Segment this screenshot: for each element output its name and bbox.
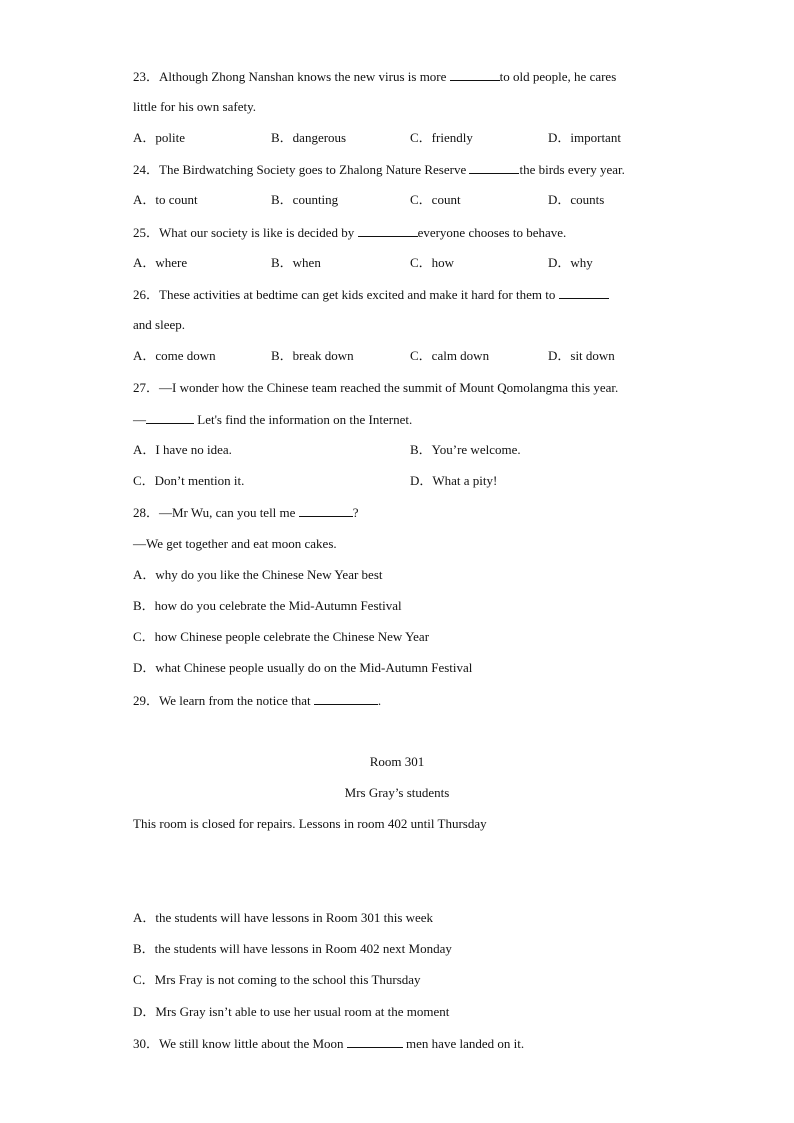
- question-text: to old people, he cares: [499, 69, 617, 84]
- question-28-stem: [133, 504, 358, 521]
- option-d[interactable]: D．Mrs Gray isn’t able to use her usual room at the moment: [133, 1004, 450, 1019]
- question-text: the birds every year.: [519, 162, 625, 177]
- answer-blank: [358, 224, 418, 237]
- option-a[interactable]: A．I have no idea.: [133, 442, 232, 457]
- question-text: 28．—Mr Wu, can you tell me: [133, 505, 299, 520]
- question-text: 26．These activities at bedtime can get kids excited and make it hard for them to: [133, 287, 559, 302]
- answer-blank: [314, 692, 378, 705]
- notice-body: This room is closed for repairs. Lessons in room 402 until Thursday: [133, 816, 487, 831]
- question-text: men have landed on it.: [402, 1036, 525, 1051]
- option-d[interactable]: D．What a pity!: [410, 473, 498, 488]
- answer-blank: [469, 161, 519, 174]
- notice-title: Room 301: [369, 754, 425, 769]
- question-text: .: [377, 693, 382, 708]
- question-text: —: [133, 412, 146, 427]
- option-d[interactable]: D．why: [548, 255, 593, 270]
- question-25-stem: [133, 224, 566, 241]
- question-text: ?: [352, 505, 359, 520]
- question-text: 25．What our society is like is decided by: [133, 225, 358, 240]
- option-c[interactable]: C．Mrs Fray is not coming to the school this Thursday: [133, 972, 421, 987]
- question-27-stem: 27．—I wonder how the Chinese team reached the summit of Mount Qomolangma this year.: [133, 380, 619, 395]
- option-a[interactable]: A．where: [133, 255, 188, 270]
- option-b[interactable]: B．counting: [271, 192, 339, 207]
- option-d[interactable]: D．what Chinese people usually do on the Mid-Autumn Festival: [133, 660, 473, 675]
- answer-blank: [559, 286, 609, 299]
- option-b[interactable]: B．break down: [271, 348, 354, 363]
- option-b[interactable]: B．how do you celebrate the Mid-Autumn Festival: [133, 598, 402, 613]
- option-a[interactable]: A．the students will have lessons in Room 301 this week: [133, 910, 434, 925]
- option-a[interactable]: A．to count: [133, 192, 198, 207]
- question-text: Let's find the information on the Internet.: [194, 412, 413, 427]
- question-text: 24．The Birdwatching Society goes to Zhalong Nature Reserve: [133, 162, 470, 177]
- question-text: everyone chooses to behave.: [417, 225, 567, 240]
- option-d[interactable]: D．counts: [548, 192, 605, 207]
- option-d[interactable]: D．important: [548, 130, 621, 145]
- question-26-stem-cont: and sleep.: [133, 317, 185, 332]
- option-a[interactable]: A．why do you like the Chinese New Year best: [133, 567, 383, 582]
- option-d[interactable]: D．sit down: [548, 348, 615, 363]
- notice-subtitle: Mrs Gray’s students: [344, 785, 450, 800]
- option-c[interactable]: C．friendly: [410, 130, 473, 145]
- option-b[interactable]: B．the students will have lessons in Room 402 next Monday: [133, 941, 452, 956]
- answer-blank: [450, 68, 500, 81]
- question-28-reply: —We get together and eat moon cakes.: [133, 536, 337, 551]
- question-23-stem-cont: little for his own safety.: [133, 99, 256, 114]
- answer-blank: [299, 504, 353, 517]
- question-30-stem: [133, 1035, 524, 1052]
- option-c[interactable]: C．Don’t mention it.: [133, 473, 245, 488]
- option-c[interactable]: C．how: [410, 255, 455, 270]
- option-a[interactable]: A．polite: [133, 130, 185, 145]
- question-text: 30．We still know little about the Moon: [133, 1036, 347, 1051]
- question-23-stem: [133, 68, 616, 85]
- option-c[interactable]: C．calm down: [410, 348, 490, 363]
- question-text: 29．We learn from the notice that: [133, 693, 314, 708]
- question-text: 23．Although Zhong Nanshan knows the new virus is more: [133, 69, 450, 84]
- option-c[interactable]: C．how Chinese people celebrate the Chinese New Year: [133, 629, 430, 644]
- answer-blank: [146, 411, 194, 424]
- option-b[interactable]: B．when: [271, 255, 321, 270]
- question-26-stem: [133, 286, 609, 303]
- question-24-stem: [133, 161, 625, 178]
- question-29-stem: [133, 692, 381, 709]
- option-c[interactable]: C．count: [410, 192, 461, 207]
- option-b[interactable]: B．You’re welcome.: [410, 442, 521, 457]
- option-a[interactable]: A．come down: [133, 348, 216, 363]
- question-27-reply: [133, 411, 412, 428]
- option-b[interactable]: B．dangerous: [271, 130, 347, 145]
- answer-blank: [347, 1035, 403, 1048]
